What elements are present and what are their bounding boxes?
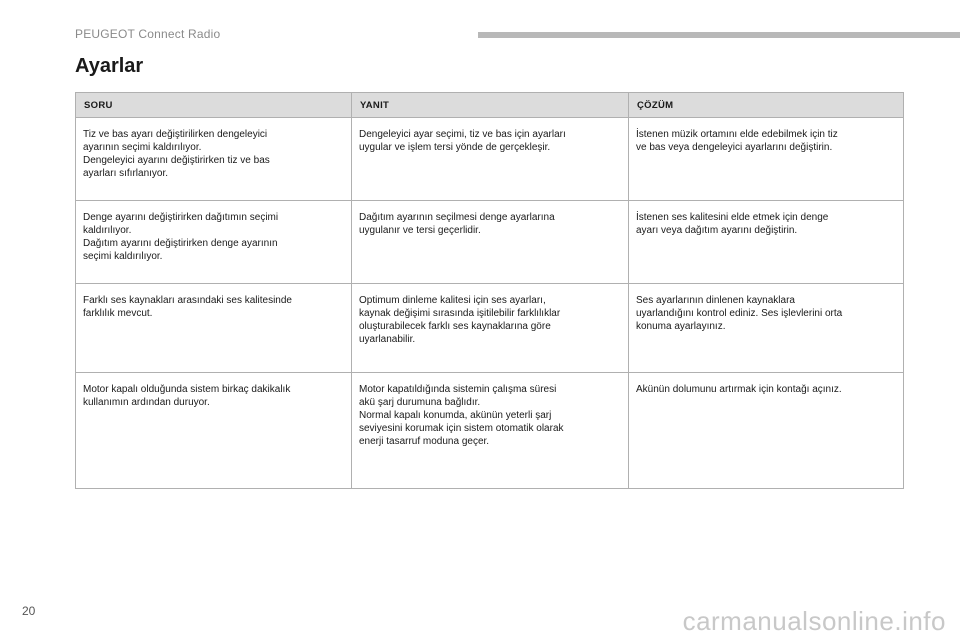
cell-line: uygular ve işlem tersi yönde de gerçekleşir. (359, 142, 551, 153)
cell-soru (76, 373, 352, 489)
table-row (76, 373, 904, 489)
cell-cozum (629, 284, 904, 373)
cell-line: Tiz ve bas ayarı değiştirilirken dengeleyici (83, 129, 268, 140)
cell-cozum (629, 118, 904, 201)
faq-table (75, 92, 904, 489)
cell-line: uyarlandığını kontrol ediniz. Ses işlevlerini orta (636, 308, 843, 319)
table-header-row (76, 93, 904, 118)
cell-line: Dengeleyici ayar seçimi, tiz ve bas için ayarları (359, 129, 566, 140)
cell-soru (76, 118, 352, 201)
cell-line: uygulanır ve tersi geçerlidir. (359, 225, 481, 236)
cell-line: Denge ayarını değiştirirken dağıtımın seçimi (83, 212, 279, 223)
cell-line: oluşturabilecek farklı ses kaynaklarına göre (359, 321, 551, 332)
watermark: carmanualsonline.info (682, 606, 946, 636)
cell-line: seviyesini korumak için sistem otomatik olarak (359, 423, 564, 434)
cell-line: Motor kapalı olduğunda sistem birkaç dakikalık (83, 384, 291, 395)
cell-line: Ses ayarlarının dinlenen kaynaklara (636, 295, 795, 306)
column-header-yanit: YANIT (352, 93, 629, 118)
column-header-soru: SORU (76, 93, 352, 118)
cell-line: ayarının seçimi kaldırılıyor. (83, 142, 202, 153)
cell-line: kaldırılıyor. (83, 225, 132, 236)
cell-line: Dağıtım ayarını değiştirirken denge ayarının (83, 238, 278, 249)
column-header-cozum: ÇÖZÜM (629, 93, 904, 118)
cell-yanit (352, 284, 629, 373)
header-divider-bar (478, 32, 960, 38)
cell-cozum (629, 373, 904, 489)
cell-line: ve bas veya dengeleyici ayarlarını değiştirin. (636, 142, 833, 153)
table-row (76, 284, 904, 373)
cell-cozum (629, 201, 904, 284)
cell-line: Dengeleyici ayarını değiştirirken tiz ve bas (83, 155, 270, 166)
cell-line: Dağıtım ayarının seçilmesi denge ayarlarına (359, 212, 555, 223)
cell-line: seçimi kaldırılıyor. (83, 251, 163, 262)
cell-line: Normal kapalı konumda, akünün yeterli şarj (359, 410, 552, 421)
cell-yanit (352, 373, 629, 489)
cell-line: İstenen müzik ortamını elde edebilmek için tiz (636, 129, 838, 140)
cell-line: enerji tasarruf moduna geçer. (359, 436, 490, 447)
cell-line: kullanımın ardından duruyor. (83, 397, 210, 408)
cell-line: Farklı ses kaynakları arasındaki ses kalitesinde (83, 295, 292, 306)
cell-yanit (352, 118, 629, 201)
cell-line: akü şarj durumuna bağlıdır. (359, 397, 481, 408)
header-brand: PEUGEOT Connect Radio (75, 27, 221, 41)
table-row (76, 201, 904, 284)
cell-line: Optimum dinleme kalitesi için ses ayarları, (359, 295, 546, 306)
table-row (76, 118, 904, 201)
cell-line: farklılık mevcut. (83, 308, 153, 319)
cell-line: Motor kapatıldığında sistemin çalışma süresi (359, 384, 557, 395)
page-title: Ayarlar (75, 55, 144, 77)
cell-line: konuma ayarlayınız. (636, 321, 726, 332)
cell-soru (76, 284, 352, 373)
cell-line: kaynak değişimi sırasında işitilebilir farklılıklar (359, 308, 561, 319)
cell-line: Akünün dolumunu artırmak için kontağı açınız. (636, 384, 842, 395)
cell-yanit (352, 201, 629, 284)
cell-line: ayarı veya dağıtım ayarını değiştirin. (636, 225, 798, 236)
cell-soru (76, 201, 352, 284)
cell-line: İstenen ses kalitesini elde etmek için denge (636, 212, 829, 223)
cell-line: ayarları sıfırlanıyor. (83, 168, 169, 179)
cell-line: uyarlanabilir. (359, 334, 416, 345)
page-number: 20 (22, 604, 36, 618)
